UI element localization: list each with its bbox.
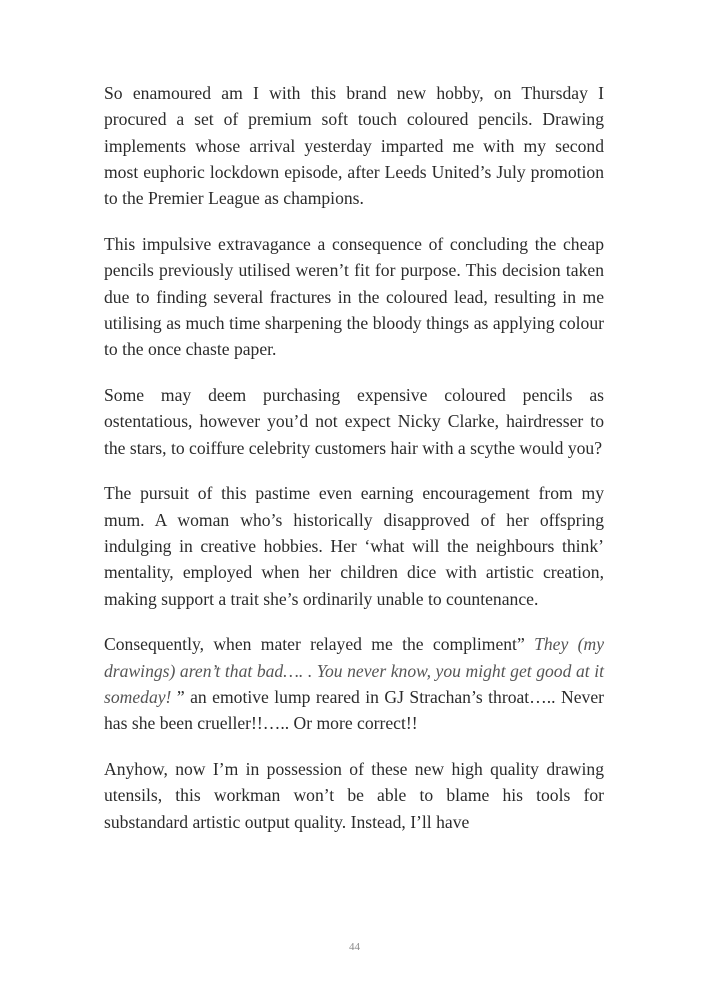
- paragraph-extravagance: This impulsive extravagance a consequence of concluding the cheap pencils previously utilised weren’t fit for purpose. This decision taken due to finding several fractures in the coloured lead, resulting in me utilising as much time sharpening the bloody things as applying colour to the once chaste paper.: [104, 233, 604, 360]
- paragraph-hobby: So enamoured am I with this brand new hobby, on Thursday I procured a set of premium soft touch coloured pencils. Drawing implements whose arrival yesterday imparted me with my second most euphoric lockdown episode, after Leeds United’s July promotion to the Premier League as champions.: [104, 83, 604, 209]
- compliment-outro: ” an emotive lump reared in GJ Strachan’s throat….. Never has she been crueller!!….. Or more correct!!: [104, 686, 604, 734]
- paragraph-utensils: Anyhow, now I’m in possession of these new high quality drawing utensils, this workman won’t be able to blame his tools for substandard artistic output quality. Instead, I’ll have: [104, 759, 604, 832]
- page-number: 44: [349, 941, 360, 953]
- body-text: [104, 80, 604, 854]
- paragraph-encouragement: The pursuit of this pastime even earning encouragement from my mum. A woman who’s historically disapproved of her offspring indulging in creative hobbies. Her ‘what will the neighbours think’ mentality, employed when her children dice with artistic creation, making support a trait she’s ordinarily unable to countenance.: [104, 483, 604, 609]
- compliment-quote: They (my drawings) aren’t that bad…. . You never know, you might get good at it someday!: [104, 634, 604, 707]
- paragraph-compliment: [104, 631, 604, 736]
- compliment-intro: Consequently, when mater relayed me the compliment”: [104, 634, 525, 655]
- paragraph-ostentatious: Some may deem purchasing expensive coloured pencils as ostentatious, however you’d not expect Nicky Clarke, hairdresser to the stars, to coiffure celebrity customers hair with a scythe would you?: [104, 384, 604, 458]
